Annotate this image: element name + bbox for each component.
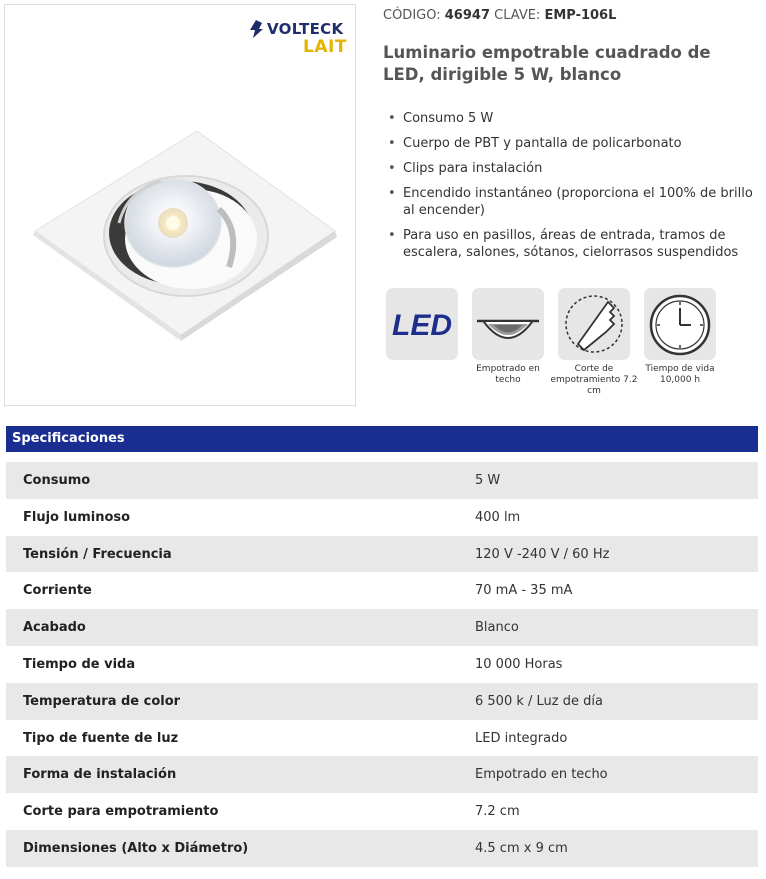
recessed-ceiling-icon	[472, 288, 544, 360]
feature-item: • Clips para instalación	[386, 160, 754, 177]
product-code-line	[383, 8, 616, 23]
spec-value: LED integrado	[475, 730, 568, 746]
spec-label: Acabado	[23, 620, 86, 636]
table-row	[6, 683, 758, 720]
table-row	[6, 536, 758, 573]
brand-sub: LAIT	[303, 37, 347, 57]
recessed-caption: Empotrado en techo	[476, 364, 540, 385]
product-title: Luminario empotrable cuadrado de LED, dirigible 5 W, blanco	[383, 43, 711, 84]
spec-label: Corte para empotramiento	[23, 804, 219, 820]
spec-label: Consumo	[23, 473, 91, 488]
clock-caption: Tiempo de vida 10,000 h	[645, 364, 715, 385]
key-value: EMP-106L	[544, 8, 617, 23]
cut-caption: Corte de empotramiento 7.2 cm	[550, 364, 638, 396]
feature-item: • Encendido instantáneo (proporciona el 100% de brillo al encender)	[386, 185, 754, 219]
code-label: CÓDIGO:	[383, 8, 441, 23]
spec-value: 6 500 k / Luz de día	[475, 693, 603, 709]
spec-value: Empotrado en techo	[475, 767, 608, 783]
key-label: CLAVE:	[494, 8, 541, 23]
led-icon	[386, 288, 458, 360]
table-row	[6, 609, 758, 646]
table-row	[6, 646, 758, 683]
spec-label: Tipo de fuente de luz	[23, 730, 179, 746]
spec-value: 5 W	[475, 473, 501, 488]
table-row	[6, 499, 758, 536]
feature-list	[386, 110, 754, 269]
spec-value: 400 lm	[475, 509, 521, 525]
clock-icon	[644, 288, 716, 360]
brand-logo	[247, 11, 353, 63]
table-row	[6, 462, 758, 499]
table-row	[6, 572, 758, 609]
spec-label: Flujo luminoso	[23, 509, 131, 525]
spec-value: 7.2 cm	[475, 804, 520, 820]
spec-label: Tiempo de vida	[23, 656, 136, 672]
table-row	[6, 793, 758, 830]
specs-table	[6, 462, 758, 867]
spec-value: Blanco	[475, 620, 519, 636]
spec-value: 120 V -240 V / 60 Hz	[475, 546, 610, 562]
feature-item: • Consumo 5 W	[386, 110, 754, 127]
spec-value: 70 mA - 35 mA	[475, 583, 573, 599]
spec-label: Temperatura de color	[23, 693, 181, 709]
table-row	[6, 830, 758, 867]
cut-circle-icon	[558, 288, 630, 360]
volteck-logo-icon	[247, 19, 265, 39]
spec-label: Forma de instalación	[23, 767, 177, 783]
feature-item: • Para uso en pasillos, áreas de entrada, tramos de escalera, salones, sótanos, cielorrasos suspendidos	[386, 227, 754, 261]
spec-label: Dimensiones (Alto x Diámetro)	[23, 840, 249, 856]
feature-item: • Cuerpo de PBT y pantalla de policarbonato	[386, 135, 754, 152]
spec-label: Corriente	[23, 583, 92, 599]
table-row	[6, 756, 758, 793]
brand-name: VOLTECK	[267, 20, 344, 38]
spec-value: 4.5 cm x 9 cm	[475, 840, 568, 856]
spec-label: Tensión / Frecuencia	[23, 546, 172, 562]
spec-value: 10 000 Horas	[475, 656, 563, 672]
product-photo	[31, 131, 341, 341]
table-row	[6, 720, 758, 757]
specs-header: Specificaciones	[6, 426, 758, 452]
code-value: 46947	[444, 8, 490, 23]
product-image-panel	[4, 4, 356, 406]
led-icon-text: LED	[392, 309, 452, 342]
